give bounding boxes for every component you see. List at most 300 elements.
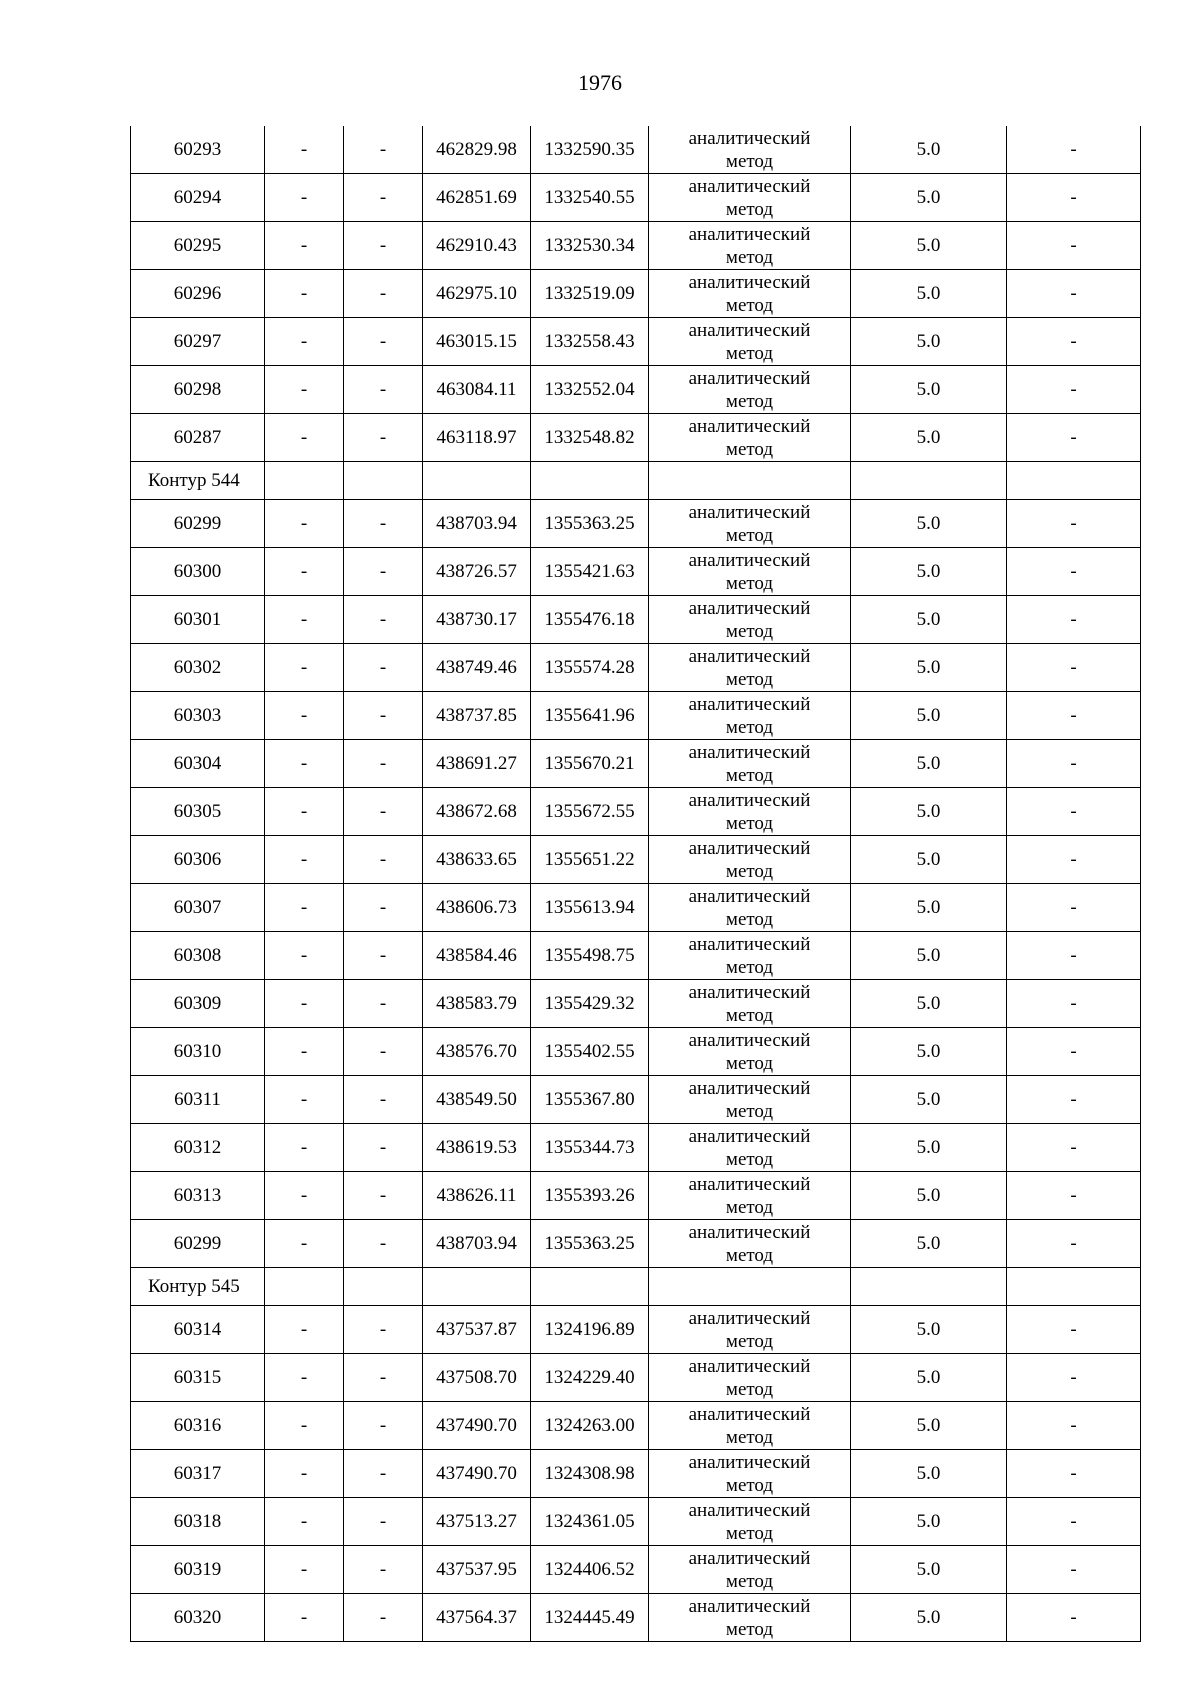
dash-cell: - [1007,836,1141,884]
dash-cell: - [265,1124,344,1172]
method-line-1: аналитический [688,885,811,907]
method-cell [649,1546,851,1594]
method-line-1: аналитический [688,367,811,389]
table-row [131,270,1141,318]
accuracy-cell: 5.0 [851,174,1007,222]
accuracy-cell: 5.0 [851,1354,1007,1402]
y-coordinate-cell: 1324361.05 [531,1498,649,1546]
dash-cell: - [265,1546,344,1594]
method-cell [649,932,851,980]
dash-cell: - [1007,270,1141,318]
x-coordinate-cell: 438626.11 [423,1172,531,1220]
dash-cell: - [344,980,423,1028]
method-line-1: аналитический [688,693,811,715]
y-coordinate-cell: 1355651.22 [531,836,649,884]
x-coordinate-cell: 438691.27 [423,740,531,788]
table-row [131,1028,1141,1076]
y-coordinate-cell: 1332540.55 [531,174,649,222]
accuracy-cell: 5.0 [851,1498,1007,1546]
table-row [131,318,1141,366]
method-cell [649,1220,851,1268]
x-coordinate-cell: 438606.73 [423,884,531,932]
method-line-2: метод [725,956,774,978]
method-cell [649,1306,851,1354]
method-cell [649,1354,851,1402]
table-row [131,1172,1141,1220]
method-line-1: аналитический [688,1451,811,1473]
table-row [131,1220,1141,1268]
x-coordinate-cell: 437490.70 [423,1402,531,1450]
point-id-cell: 60300 [131,548,265,596]
method-cell [649,126,851,174]
table-row [131,1402,1141,1450]
accuracy-cell: 5.0 [851,596,1007,644]
accuracy-cell: 5.0 [851,1594,1007,1642]
dash-cell: - [344,1594,423,1642]
point-id-cell: 60312 [131,1124,265,1172]
method-line-2: метод [725,1618,774,1640]
y-coordinate-cell: 1324308.98 [531,1450,649,1498]
dash-cell: - [1007,1546,1141,1594]
empty-cell [649,1268,851,1306]
dash-cell: - [344,1402,423,1450]
dash-cell: - [344,884,423,932]
method-line-2: метод [725,524,774,546]
method-cell [649,174,851,222]
point-id-cell: 60306 [131,836,265,884]
dash-cell: - [344,1450,423,1498]
point-id-cell: 60316 [131,1402,265,1450]
empty-cell [423,462,531,500]
dash-cell: - [1007,366,1141,414]
empty-cell [531,462,649,500]
contour-label: Контур 544 [131,462,265,500]
method-cell [649,1076,851,1124]
method-cell [649,1450,851,1498]
table-row [131,1546,1141,1594]
point-id-cell: 60299 [131,500,265,548]
y-coordinate-cell: 1355344.73 [531,1124,649,1172]
method-cell [649,1594,851,1642]
table-row [131,222,1141,270]
dash-cell: - [265,836,344,884]
x-coordinate-cell: 438672.68 [423,788,531,836]
method-line-2: метод [725,150,774,172]
dash-cell: - [1007,222,1141,270]
dash-cell: - [265,1450,344,1498]
table-row [131,548,1141,596]
x-coordinate-cell: 437564.37 [423,1594,531,1642]
point-id-cell: 60303 [131,692,265,740]
y-coordinate-cell: 1332558.43 [531,318,649,366]
method-line-1: аналитический [688,319,811,341]
dash-cell: - [265,788,344,836]
dash-cell: - [344,174,423,222]
empty-cell [1007,462,1141,500]
dash-cell: - [1007,1220,1141,1268]
x-coordinate-cell: 438703.94 [423,500,531,548]
dash-cell: - [1007,1354,1141,1402]
dash-cell: - [344,932,423,980]
accuracy-cell: 5.0 [851,1124,1007,1172]
dash-cell: - [265,366,344,414]
dash-cell: - [344,548,423,596]
x-coordinate-cell: 437537.95 [423,1546,531,1594]
dash-cell: - [1007,1028,1141,1076]
y-coordinate-cell: 1355363.25 [531,1220,649,1268]
x-coordinate-cell: 438633.65 [423,836,531,884]
point-id-cell: 60301 [131,596,265,644]
y-coordinate-cell: 1324406.52 [531,1546,649,1594]
table-body [131,126,1141,1642]
dash-cell: - [265,1354,344,1402]
method-line-1: аналитический [688,1077,811,1099]
method-line-1: аналитический [688,127,811,149]
method-cell [649,500,851,548]
dash-cell: - [265,548,344,596]
accuracy-cell: 5.0 [851,414,1007,462]
point-id-cell: 60304 [131,740,265,788]
y-coordinate-cell: 1355574.28 [531,644,649,692]
method-line-2: метод [725,1004,774,1026]
dash-cell: - [344,1124,423,1172]
y-coordinate-cell: 1355498.75 [531,932,649,980]
x-coordinate-cell: 462851.69 [423,174,531,222]
y-coordinate-cell: 1332590.35 [531,126,649,174]
accuracy-cell: 5.0 [851,1220,1007,1268]
dash-cell: - [344,788,423,836]
method-cell [649,1402,851,1450]
method-line-2: метод [725,1378,774,1400]
dash-cell: - [265,414,344,462]
y-coordinate-cell: 1324196.89 [531,1306,649,1354]
accuracy-cell: 5.0 [851,740,1007,788]
x-coordinate-cell: 437508.70 [423,1354,531,1402]
point-id-cell: 60317 [131,1450,265,1498]
method-line-1: аналитический [688,933,811,955]
dash-cell: - [344,1172,423,1220]
table-row [131,788,1141,836]
method-cell [649,1028,851,1076]
method-line-2: метод [725,198,774,220]
accuracy-cell: 5.0 [851,692,1007,740]
method-cell [649,740,851,788]
empty-cell [344,1268,423,1306]
method-line-2: метод [725,390,774,412]
point-id-cell: 60295 [131,222,265,270]
table-row [131,414,1141,462]
accuracy-cell: 5.0 [851,932,1007,980]
y-coordinate-cell: 1355613.94 [531,884,649,932]
table-row [131,174,1141,222]
table-row [131,126,1141,174]
dash-cell: - [1007,1124,1141,1172]
dash-cell: - [265,1402,344,1450]
method-line-2: метод [725,1100,774,1122]
point-id-cell: 60314 [131,1306,265,1354]
method-cell [649,596,851,644]
method-line-1: аналитический [688,1125,811,1147]
dash-cell: - [265,1028,344,1076]
dash-cell: - [265,596,344,644]
method-cell [649,366,851,414]
method-cell [649,884,851,932]
method-cell [649,222,851,270]
dash-cell: - [1007,692,1141,740]
method-line-2: метод [725,620,774,642]
x-coordinate-cell: 462975.10 [423,270,531,318]
method-line-1: аналитический [688,1173,811,1195]
dash-cell: - [1007,1172,1141,1220]
empty-cell [851,462,1007,500]
y-coordinate-cell: 1332548.82 [531,414,649,462]
dash-cell: - [265,500,344,548]
dash-cell: - [344,222,423,270]
method-line-1: аналитический [688,741,811,763]
table-row [131,1354,1141,1402]
y-coordinate-cell: 1332552.04 [531,366,649,414]
dash-cell: - [265,1498,344,1546]
dash-cell: - [265,644,344,692]
table-row [131,644,1141,692]
accuracy-cell: 5.0 [851,1546,1007,1594]
dash-cell: - [1007,1402,1141,1450]
dash-cell: - [344,1546,423,1594]
y-coordinate-cell: 1355363.25 [531,500,649,548]
accuracy-cell: 5.0 [851,836,1007,884]
point-id-cell: 60307 [131,884,265,932]
table-row [131,692,1141,740]
empty-cell [265,1268,344,1306]
dash-cell: - [265,222,344,270]
x-coordinate-cell: 437513.27 [423,1498,531,1546]
point-id-cell: 60299 [131,1220,265,1268]
method-line-1: аналитический [688,837,811,859]
dash-cell: - [344,740,423,788]
table-row [131,932,1141,980]
table-row [131,1498,1141,1546]
method-line-1: аналитический [688,271,811,293]
x-coordinate-cell: 438584.46 [423,932,531,980]
y-coordinate-cell: 1355421.63 [531,548,649,596]
point-id-cell: 60293 [131,126,265,174]
dash-cell: - [344,1220,423,1268]
method-line-2: метод [725,860,774,882]
accuracy-cell: 5.0 [851,1450,1007,1498]
dash-cell: - [344,1076,423,1124]
dash-cell: - [1007,788,1141,836]
x-coordinate-cell: 463084.11 [423,366,531,414]
contour-header-row [131,1268,1141,1306]
dash-cell: - [344,414,423,462]
table-row [131,1124,1141,1172]
x-coordinate-cell: 438737.85 [423,692,531,740]
method-line-1: аналитический [688,597,811,619]
dash-cell: - [265,692,344,740]
method-cell [649,1172,851,1220]
method-cell [649,692,851,740]
dash-cell: - [265,740,344,788]
method-line-2: метод [725,572,774,594]
dash-cell: - [344,1028,423,1076]
dash-cell: - [344,1498,423,1546]
x-coordinate-cell: 438749.46 [423,644,531,692]
method-line-2: метод [725,1570,774,1592]
x-coordinate-cell: 438703.94 [423,1220,531,1268]
y-coordinate-cell: 1355367.80 [531,1076,649,1124]
method-line-2: метод [725,716,774,738]
method-line-2: метод [725,1426,774,1448]
method-line-1: аналитический [688,1355,811,1377]
method-line-1: аналитический [688,175,811,197]
method-line-1: аналитический [688,645,811,667]
point-id-cell: 60298 [131,366,265,414]
table-row [131,366,1141,414]
accuracy-cell: 5.0 [851,548,1007,596]
y-coordinate-cell: 1332530.34 [531,222,649,270]
accuracy-cell: 5.0 [851,222,1007,270]
coordinates-table [130,126,1141,1642]
method-line-2: метод [725,764,774,786]
contour-label: Контур 545 [131,1268,265,1306]
empty-cell [423,1268,531,1306]
point-id-cell: 60297 [131,318,265,366]
dash-cell: - [1007,1306,1141,1354]
method-line-1: аналитический [688,1499,811,1521]
table-row [131,884,1141,932]
dash-cell: - [344,500,423,548]
table-row [131,500,1141,548]
method-line-2: метод [725,246,774,268]
method-cell [649,414,851,462]
method-line-2: метод [725,342,774,364]
dash-cell: - [265,1594,344,1642]
point-id-cell: 60287 [131,414,265,462]
x-coordinate-cell: 438576.70 [423,1028,531,1076]
method-line-1: аналитический [688,415,811,437]
contour-header-row [131,462,1141,500]
method-cell [649,1498,851,1546]
dash-cell: - [265,884,344,932]
point-id-cell: 60319 [131,1546,265,1594]
dash-cell: - [265,1076,344,1124]
dash-cell: - [1007,174,1141,222]
method-cell [649,318,851,366]
point-id-cell: 60313 [131,1172,265,1220]
accuracy-cell: 5.0 [851,500,1007,548]
dash-cell: - [1007,596,1141,644]
accuracy-cell: 5.0 [851,788,1007,836]
x-coordinate-cell: 438619.53 [423,1124,531,1172]
empty-cell [265,462,344,500]
x-coordinate-cell: 462910.43 [423,222,531,270]
y-coordinate-cell: 1355429.32 [531,980,649,1028]
method-line-1: аналитический [688,223,811,245]
accuracy-cell: 5.0 [851,644,1007,692]
point-id-cell: 60318 [131,1498,265,1546]
method-line-2: метод [725,1522,774,1544]
dash-cell: - [344,644,423,692]
point-id-cell: 60308 [131,932,265,980]
dash-cell: - [1007,414,1141,462]
dash-cell: - [1007,884,1141,932]
dash-cell: - [265,1172,344,1220]
method-line-1: аналитический [688,1595,811,1617]
accuracy-cell: 5.0 [851,318,1007,366]
y-coordinate-cell: 1355641.96 [531,692,649,740]
dash-cell: - [1007,318,1141,366]
empty-cell [649,462,851,500]
y-coordinate-cell: 1332519.09 [531,270,649,318]
x-coordinate-cell: 438549.50 [423,1076,531,1124]
dash-cell: - [265,980,344,1028]
x-coordinate-cell: 438583.79 [423,980,531,1028]
table-row [131,1450,1141,1498]
table-row [131,1076,1141,1124]
point-id-cell: 60320 [131,1594,265,1642]
table-row [131,596,1141,644]
accuracy-cell: 5.0 [851,1076,1007,1124]
method-cell [649,644,851,692]
dash-cell: - [265,1220,344,1268]
dash-cell: - [1007,1450,1141,1498]
method-line-1: аналитический [688,1221,811,1243]
method-line-2: метод [725,1148,774,1170]
y-coordinate-cell: 1355670.21 [531,740,649,788]
dash-cell: - [1007,1594,1141,1642]
point-id-cell: 60311 [131,1076,265,1124]
method-line-2: метод [725,438,774,460]
empty-cell [851,1268,1007,1306]
point-id-cell: 60294 [131,174,265,222]
dash-cell: - [265,270,344,318]
dash-cell: - [1007,932,1141,980]
empty-cell [1007,1268,1141,1306]
x-coordinate-cell: 438730.17 [423,596,531,644]
method-cell [649,980,851,1028]
dash-cell: - [1007,740,1141,788]
dash-cell: - [1007,548,1141,596]
method-line-1: аналитический [688,1403,811,1425]
empty-cell [531,1268,649,1306]
accuracy-cell: 5.0 [851,366,1007,414]
table-row [131,980,1141,1028]
dash-cell: - [344,692,423,740]
page-number: 1976 [578,70,622,95]
method-cell [649,548,851,596]
accuracy-cell: 5.0 [851,1028,1007,1076]
point-id-cell: 60310 [131,1028,265,1076]
dash-cell: - [265,174,344,222]
table-row [131,1594,1141,1642]
accuracy-cell: 5.0 [851,126,1007,174]
y-coordinate-cell: 1324229.40 [531,1354,649,1402]
dash-cell: - [1007,1498,1141,1546]
table-row [131,1306,1141,1354]
method-line-2: метод [725,1330,774,1352]
dash-cell: - [344,270,423,318]
y-coordinate-cell: 1324445.49 [531,1594,649,1642]
point-id-cell: 60309 [131,980,265,1028]
y-coordinate-cell: 1355476.18 [531,596,649,644]
accuracy-cell: 5.0 [851,1172,1007,1220]
point-id-cell: 60315 [131,1354,265,1402]
method-cell [649,836,851,884]
y-coordinate-cell: 1324263.00 [531,1402,649,1450]
dash-cell: - [1007,126,1141,174]
dash-cell: - [344,318,423,366]
method-line-1: аналитический [688,1307,811,1329]
